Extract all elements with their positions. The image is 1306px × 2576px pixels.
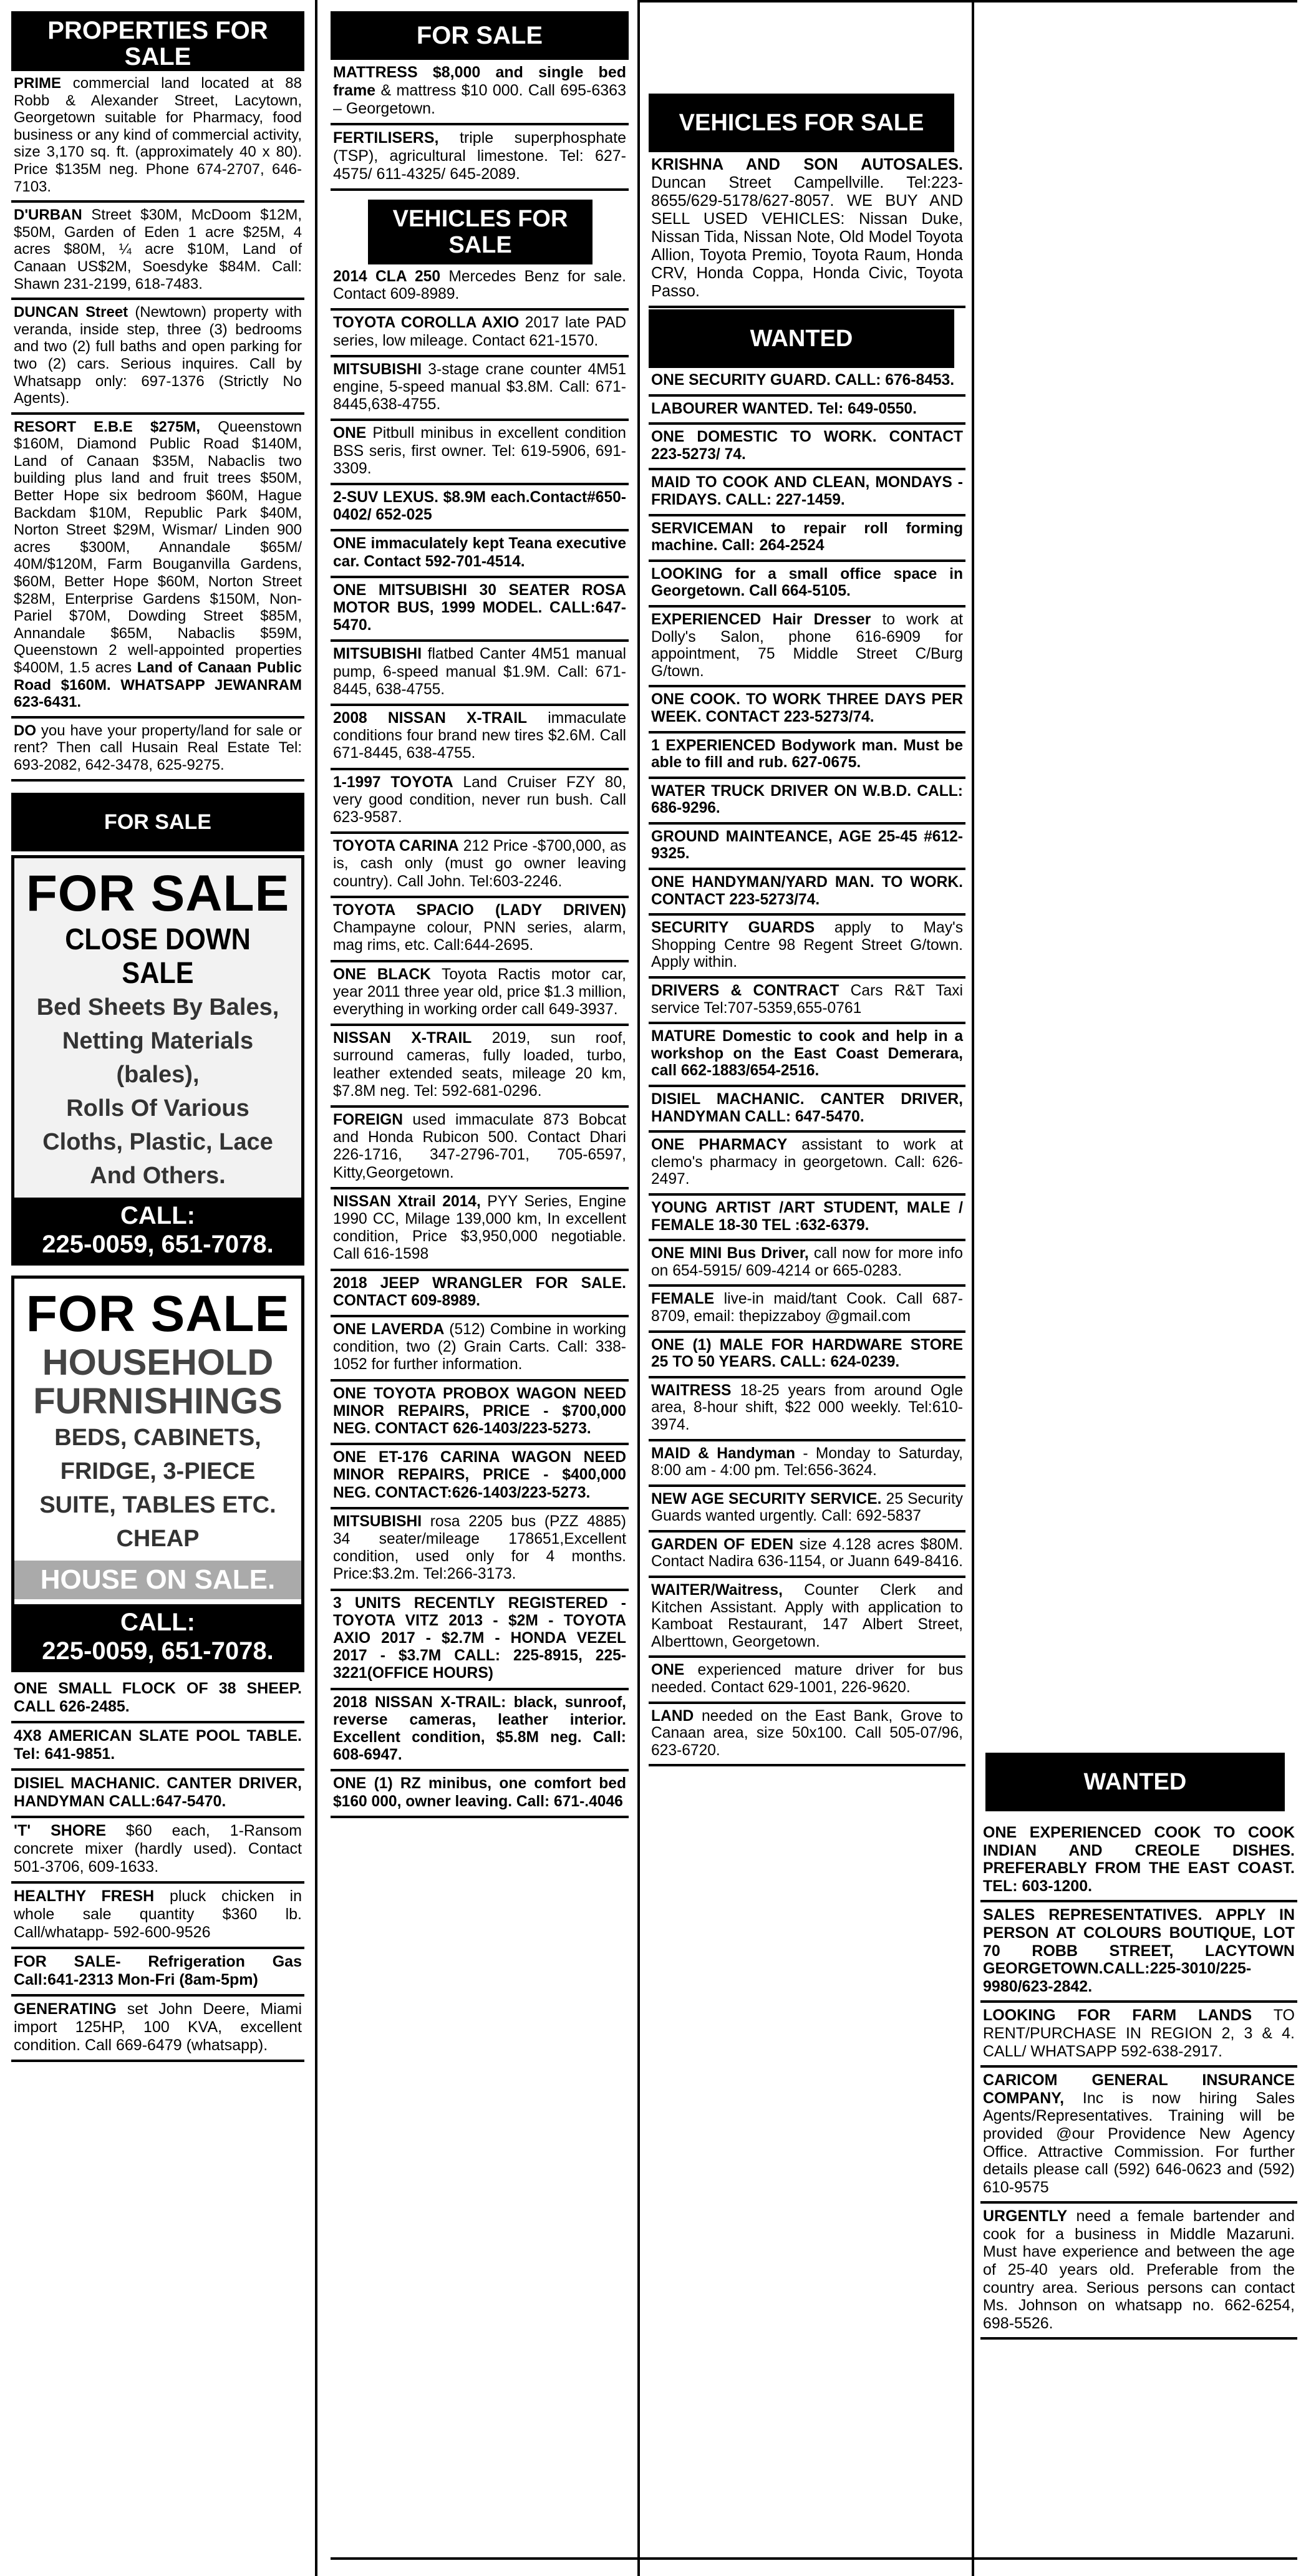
display-ad-household-furnishings: [11, 1276, 304, 1672]
classified-ad: [980, 2003, 1297, 2068]
display-ad-banner: HOUSE ON SALE.: [14, 1561, 301, 1599]
classified-ad: [331, 264, 629, 311]
display-ad-line: (bales),: [116, 1061, 200, 1088]
classified-ad: [980, 2204, 1297, 2340]
ad-lead: ONE HANDYMAN/YARD MAN. TO WORK. CONTACT 223-5273/74.: [651, 874, 963, 908]
section-header-properties: PROPERTIES FOR SALE: [11, 11, 304, 71]
ad-lead: GENERATING: [14, 2000, 117, 2018]
ad-text: you have your property/land for sale or rent? Then call Husain Real Estate Tel: 693-2082, 642-3478, 625-9275.: [14, 722, 302, 773]
ad-lead: 2018 JEEP WRANGLER FOR SALE. CONTACT 609-8989.: [333, 1274, 626, 1309]
classified-ad: [649, 1133, 965, 1196]
classified-ad: [331, 834, 629, 898]
section-header-for-sale: FOR SALE: [11, 793, 304, 851]
classified-ad: [11, 71, 304, 203]
ad-text: Inc is now hiring Sales Agents/Representatives. Training will be provided @our Providence New Agency Office. Attractive Commission. For further details please call (592) 646-0623 and (592) 610-9575: [983, 2089, 1295, 2196]
ad-lead: 4X8 AMERICAN SLATE POOL TABLE. Tel: 641-9851.: [14, 1726, 302, 1763]
classified-ad: [331, 1771, 629, 1818]
classified-ad: [11, 1884, 304, 1949]
ad-lead: SALES REPRESENTATIVES. APPLY IN PERSON AT COLOURS BOUTIQUE, LOT 70 ROBB STREET, LACYTOWN GEORGETOWN.CALL:225-3010/225-9980/623-2842.: [983, 1906, 1295, 1995]
column-4: [980, 1753, 1297, 2340]
classified-ad: [331, 898, 629, 962]
ad-lead: MATTRESS $8,000 and single bed frame: [333, 64, 626, 99]
ad-text: 3-stage crane counter 4M51 engine, 5-speed manual $3.8M. Call: 671-8445,638-4755.: [333, 361, 626, 414]
ad-lead: WATER TRUCK DRIVER ON W.B.D. CALL: 686-9296.: [651, 782, 963, 817]
classified-ad: [11, 1949, 304, 1997]
display-ad-line: Netting Materials: [62, 1027, 254, 1054]
section-header-wanted: WANTED: [649, 309, 954, 368]
ad-lead: 1 EXPERIENCED Bodywork man. Must be able to fill and rub. 627-0675.: [651, 737, 963, 772]
section-header-for-sale: FOR SALE: [331, 11, 629, 60]
classified-ad: [649, 516, 965, 562]
classified-ad: [331, 1445, 629, 1509]
classified-ad: [649, 368, 965, 397]
classified-ad: [331, 485, 629, 531]
column-3: [649, 94, 965, 1766]
ad-text: $60 each, 1-Ransom concrete mixer (hardly used). Contact 501-3706, 609-1633.: [14, 1821, 302, 1876]
classified-ad: [980, 1902, 1297, 2003]
ad-lead: FOR SALE- Refrigeration Gas Call:641-2313 Mon-Fri (8am-5pm): [14, 1952, 302, 1988]
page-top-rule: [640, 0, 1297, 2]
ad-lead: DO: [14, 722, 36, 739]
ad-lead: 'T' SHORE: [14, 1821, 106, 1839]
ad-lead: WAITRESS: [651, 1382, 732, 1399]
classified-ad: [649, 734, 965, 779]
classified-ad: [331, 125, 629, 191]
ad-lead: NISSAN X-TRAIL: [333, 1030, 472, 1047]
classified-ad: [649, 1441, 965, 1487]
column-2: [331, 11, 629, 1818]
classified-ad: [649, 979, 965, 1024]
classified-ad: [649, 470, 965, 516]
ad-lead: ONE: [651, 1662, 685, 1679]
ad-text: apply to May's Shopping Centre 98 Regent Street G/town. Apply within.: [651, 919, 963, 971]
ad-text: rosa 2205 bus (PZZ 4885) 34 seater/mileage 178651,Excellent condition, used only for 4 months. Price:$3.2m. Tel:266-3173.: [333, 1513, 626, 1583]
ad-lead: LOOKING for a small office space in Georgetown. Call 664-5105.: [651, 565, 963, 600]
ad-lead: FOREIGN: [333, 1111, 404, 1128]
classified-ad: [649, 425, 965, 470]
display-ad-title: FOR SALE: [26, 1285, 290, 1342]
display-ad-line: Cloths, Plastic, Lace: [42, 1128, 273, 1155]
ad-text: 212 Price -$700,000, as is, cash only (must go owner leaving country). Call John. Tel:603-2246.: [333, 838, 626, 890]
classified-ad: [649, 1658, 965, 1703]
classified-ad: [331, 421, 629, 485]
classified-ad: [331, 60, 629, 125]
display-ad-line: CHEAP: [116, 1525, 200, 1552]
classified-ad: [649, 1196, 965, 1241]
ad-lead: TOYOTA SPACIO (LADY DRIVEN): [333, 901, 626, 919]
ad-lead: DUNCAN Street: [14, 304, 128, 321]
ad-lead: ONE EXPERIENCED COOK TO COOK INDIAN AND CREOLE DISHES. PREFERABLY FROM THE EAST COAST. TEL: 603-1200.: [983, 1824, 1295, 1895]
ad-text: set John Deere, Miami import 125HP, 100 KVA, excellent condition. Call 669-6479 (whatsapp).: [14, 2000, 302, 2054]
ad-lead: ONE immaculately kept Teana executive car. Contact 592-701-4514.: [333, 535, 626, 570]
classified-ad: [331, 578, 629, 642]
classified-ad: [331, 1189, 629, 1271]
ad-text: Counter Clerk and Kitchen Assistant. Apply with application to Kamboat Restaurant, 147 Albert Street, Alberttown, Georgetown.: [651, 1582, 963, 1650]
display-ad-close-down-sale: [11, 855, 304, 1266]
ad-lead: TOYOTA CARINA: [333, 838, 459, 855]
display-ad-subtitle: HOUSEHOLD FURNISHINGS: [33, 1342, 283, 1421]
ad-lead: ONE COOK. TO WORK THREE DAYS PER WEEK. CONTACT 223-5273/74.: [651, 691, 963, 725]
ad-lead: 2014 CLA 250: [333, 268, 441, 285]
ad-text: 25 Security Guards wanted urgently. Call: 692-5837: [651, 1490, 963, 1525]
ad-lead: GROUND MAINTEANCE, AGE 25-45 #612-9325.: [651, 828, 963, 863]
ad-lead: 3 UNITS RECENTLY REGISTERED - TOYOTA VITZ 2013 - $2M - TOYOTA AXIO 2017 - $2.7M - HONDA VEZEL 2017 - $3.7M CALL: 225-8915, 225-3221(OFFICE HOURS): [333, 1594, 626, 1682]
ad-lead: DRIVERS & CONTRACT: [651, 982, 839, 1000]
classified-ad: [649, 1024, 965, 1087]
page-bottom-rule: [331, 2557, 1297, 2560]
ad-text: 18-25 years from around Ogle area, 8-hour shift, $22 000 weekly. Tel:610-3974.: [651, 1382, 963, 1433]
ad-text: needed on the East Bank, Grove to Canaan area, size 50x100. Call 505-07/96, 623-6720.: [651, 1707, 963, 1759]
ad-lead: MAID TO COOK AND CLEAN, MONDAYS - FRIDAYS. CALL: 227-1459.: [651, 474, 963, 508]
column-rule: [972, 0, 974, 2576]
classified-ad: [331, 311, 629, 357]
ad-lead: FERTILISERS,: [333, 129, 439, 147]
call-numbers: 225-0059, 651-7078.: [42, 1637, 274, 1665]
ad-lead: ONE MINI Bus Driver,: [651, 1245, 809, 1262]
classified-ad: [649, 870, 965, 916]
ad-lead: SECURITY GUARDS: [651, 919, 815, 937]
ad-lead: URGENTLY: [983, 2207, 1068, 2225]
ad-lead: 2008 NISSAN X-TRAIL: [333, 710, 528, 727]
call-label: CALL:: [120, 1201, 195, 1229]
ad-lead: ONE SECURITY GUARD. CALL: 676-8453.: [651, 372, 955, 389]
ad-text: call now for more info on 654-5915/ 609-4214 or 665-0283.: [651, 1245, 963, 1279]
classified-ad: [11, 1771, 304, 1818]
classified-ad: [11, 415, 304, 719]
ad-lead: ONE (1) RZ minibus, one comfort bed $160 000, owner leaving. Call: 671-.4046: [333, 1775, 626, 1810]
ad-lead: RESORT E.B.E $275M,: [14, 418, 201, 435]
ad-lead: YOUNG ARTIST /ART STUDENT, MALE / FEMALE 18-30 TEL :632-6379.: [651, 1199, 963, 1234]
classified-ad: [649, 1241, 965, 1287]
properties-ads-list: [11, 71, 304, 782]
classified-ad: [11, 1997, 304, 2062]
classified-ad: [331, 1317, 629, 1382]
classified-ad: [649, 916, 965, 979]
display-ad-lines: [19, 990, 296, 1193]
column-rule: [315, 0, 317, 2576]
ad-lead: KRISHNA AND SON AUTOSALES.: [651, 156, 963, 173]
display-ad-line: SUITE, TABLES ETC.: [39, 1491, 276, 1518]
classified-ad: [11, 300, 304, 415]
ad-lead: 2-SUV LEXUS. $8.9M each.Contact#650-0402/ 652-025: [333, 489, 626, 524]
classified-ad: [649, 1578, 965, 1658]
classified-ad: [649, 562, 965, 608]
section-header-vehicles: VEHICLES FOR SALE: [649, 94, 954, 152]
ad-lead: CARICOM GENERAL INSURANCE COMPANY,: [983, 2071, 1295, 2107]
ad-lead: FEMALE: [651, 1290, 715, 1308]
ad-lead: ONE LAVERDA: [333, 1320, 445, 1338]
column-1: [11, 11, 304, 2062]
classified-ad: [649, 1087, 965, 1133]
ad-text: to work at Dolly's Salon, phone 616-6909 for appointment, 75 Middle Street C/Burg G/town.: [651, 611, 964, 680]
classified-ad: [331, 642, 629, 706]
ad-lead: MITSUBISHI: [333, 1513, 422, 1530]
classified-ad: [11, 1676, 304, 1723]
wanted-ads-list: [980, 1820, 1297, 2340]
ad-lead: TOYOTA COROLLA AXIO: [333, 314, 520, 332]
classified-ad: [649, 779, 965, 825]
classified-ad: [11, 1723, 304, 1771]
wanted-ads-list: [649, 368, 965, 1766]
ad-lead: MITSUBISHI: [333, 361, 422, 378]
classified-ad: [649, 1378, 965, 1441]
display-ad-call: [14, 1604, 301, 1669]
ad-text: (512) Combine in working condition, two (2) Grain Carts. Call: 338-1052 for further information.: [333, 1320, 626, 1373]
ad-text: immaculate conditions four brand new tires $2.6M. Call 671-8445, 638-4755.: [333, 710, 626, 762]
classified-ad: [331, 1591, 629, 1690]
ad-text: Champayne colour, PNN series, alarm, mag rims, etc. Call:644-2695.: [333, 919, 626, 954]
ad-lead: ONE DOMESTIC TO WORK. CONTACT 223-5273/ 74.: [651, 429, 963, 463]
ad-lead: EXPERIENCED Hair Dresser: [651, 611, 871, 628]
classified-ad: [649, 1533, 965, 1578]
ad-text: Pitbull minibus in excellent condition BSS seris, first owner. Tel: 619-5906, 691-3309.: [333, 425, 626, 477]
display-ad-line: BEDS, CABINETS,: [54, 1424, 261, 1451]
ad-lead: HEALTHY FRESH: [14, 1887, 155, 1905]
ad-text: flatbed Canter 4M51 manual pump, 6-speed manual $1.9M. Call: 671-8445, 638-4755.: [333, 646, 626, 698]
ad-lead: ONE (1) MALE FOR HARDWARE STORE 25 TO 50 YEARS. CALL: 624-0239.: [651, 1336, 963, 1371]
section-header-wanted: WANTED: [985, 1753, 1285, 1811]
classified-ad: [649, 397, 965, 425]
ad-text: PYY Series, Engine 1990 CC, Milage 139,000 km, In excellent condition, Price $3,950,000 negotiable. Call 616-1598: [333, 1193, 626, 1263]
ad-lead: ONE: [333, 425, 367, 442]
ad-lead: PRIME: [14, 75, 62, 92]
vehicles-ads-list: [331, 264, 629, 1818]
ad-lead: ONE TOYOTA PROBOX WAGON NEED MINOR REPAIRS, PRICE - $700,000 NEG. CONTACT 626-1403/223-5273.: [333, 1385, 626, 1437]
ad-text: & mattress $10 000. Call 695-6363 – Georgetown.: [333, 82, 626, 117]
ad-lead: NEW AGE SECURITY SERVICE.: [651, 1490, 882, 1508]
ad-lead: MAID & Handyman: [651, 1445, 796, 1462]
classified-ad: [649, 1487, 965, 1533]
ad-lead: 1-1997 TOYOTA: [333, 773, 453, 791]
classified-ad: [331, 1108, 629, 1189]
for-sale-ads-list: [331, 60, 629, 191]
display-ad-subtitle: CLOSE DOWN SALE: [65, 922, 251, 990]
ad-text: (Newtown) property with veranda, inside step, three (3) bedrooms and two (2) full baths and open parking for two (2) cars. Serious inquires. Call by Whatsapp only: 697-1376 (Strictly No Agents).: [14, 304, 302, 407]
ad-text: size 4.128 acres $80M. Contact Nadira 636-1154, or Juann 649-8416.: [651, 1536, 964, 1571]
ad-lead: ONE PHARMACY: [651, 1136, 788, 1154]
ad-text: need a female bartender and cook for a business in Middle Mazaruni. Must have experience and between the age of 25-40 years old. Preferable from the country area. Serious persons can contact Ms. Johnson on whatsapp no. 662-6254, 698-5526.: [983, 2207, 1295, 2332]
classified-ad: [649, 608, 965, 687]
ad-lead: LOOKING FOR FARM LANDS: [983, 2007, 1252, 2025]
ad-lead: MITSUBISHI: [333, 646, 422, 663]
ad-lead: DISIEL MACHANIC. CANTER DRIVER, HANDYMAN CALL:647-5470.: [14, 1774, 302, 1810]
call-label: CALL:: [120, 1608, 195, 1636]
ad-lead: NISSAN Xtrail 2014,: [333, 1193, 481, 1210]
ad-tail: Land of Canaan Public Road $160M. WHATSAPP JEWANRAM 623-6431.: [14, 659, 302, 711]
classified-ad: [331, 770, 629, 835]
ad-lead: ONE BLACK: [333, 966, 431, 983]
ad-lead: DISIEL MACHANIC. CANTER DRIVER, HANDYMAN CALL: 647-5470.: [651, 1091, 963, 1125]
classified-ad: [11, 719, 304, 782]
ad-text: Land Cruiser FZY 80, very good condition, never run bush. Call 623-9587.: [333, 773, 626, 826]
ad-lead: WAITER/Waitress,: [651, 1582, 783, 1599]
ad-text: triple superphosphate (TSP), agricultural limestone. Tel: 627-4575/ 611-4325/ 645-2089.: [333, 129, 626, 183]
classified-ad: [649, 687, 965, 733]
display-ad-title: FOR SALE: [26, 864, 290, 922]
vehicles-ads-list: [649, 152, 965, 308]
classified-ad: [331, 1509, 629, 1591]
classified-ad: [331, 1382, 629, 1446]
classified-ad: [331, 531, 629, 578]
classified-ad: [11, 203, 304, 300]
ad-text: 2017 late PAD series, low mileage. Contact 621-1570.: [333, 314, 626, 349]
classified-ad: [331, 706, 629, 770]
display-ad-lines: [19, 1421, 296, 1556]
display-ad-line: Bed Sheets By Bales,: [36, 994, 279, 1020]
ad-text: live-in maid/tant Cook. Call 687-8709, email: thepizzaboy @gmail.com: [651, 1290, 963, 1325]
ad-text: used immaculate 873 Bobcat and Honda Rubicon 500. Contact Dhari 226-1716, 347-2796-701, 705-6597, Kitty,Georgetown.: [333, 1111, 626, 1181]
ad-lead: ONE MITSUBISHI 30 SEATER ROSA MOTOR BUS, 1999 MODEL. CALL:647-5470.: [333, 581, 626, 634]
display-ad-call: [14, 1198, 301, 1262]
ad-text: Mercedes Benz for sale. Contact 609-8989.: [333, 268, 626, 303]
ad-lead: GARDEN OF EDEN: [651, 1536, 794, 1553]
ad-lead: D'URBAN: [14, 206, 82, 224]
classified-ad: [649, 1704, 965, 1767]
ad-text: Duncan Street Campellville. Tel:223-8655/629-5178/627-8057. WE BUY AND SELL USED VEHICLES: Nissan Duke, Nissan Tida, Nissan Note, Old Model Toyota Allion, Toyota Premio, Toyota Raum, Honda CRV, Honda Coppa, Honda Civic, Toyota Passo.: [651, 174, 963, 300]
classified-ad: [11, 1818, 304, 1884]
classified-ad: [331, 962, 629, 1027]
classified-ad: [331, 1690, 629, 1772]
classified-ad: [649, 152, 965, 308]
classified-ad: [331, 357, 629, 422]
column-rule: [637, 0, 640, 2576]
ad-text: experienced mature driver for bus needed. Contact 629-1001, 226-9620.: [651, 1662, 963, 1697]
classified-ad: [649, 1287, 965, 1332]
section-header-vehicles: VEHICLES FOR SALE: [368, 200, 593, 264]
ad-text: TO RENT/PURCHASE IN REGION 2, 3 & 4. CALL/ WHATSAPP 592-638-2917.: [983, 2007, 1295, 2060]
ad-lead: MATURE Domestic to cook and help in a workshop on the East Coast Demerara, call 662-1883/654-2516.: [651, 1028, 963, 1080]
classified-ad: [980, 1820, 1297, 1902]
ad-text: Toyota Ractis motor car, year 2011 three year old, price $1.3 million, everything in working order call 649-3937.: [333, 966, 626, 1018]
ad-text: pluck chicken in whole sale quantity $360 lb. Call/whatapp- 592-600-9526: [14, 1887, 302, 1941]
classified-ad: [331, 1026, 629, 1108]
ad-text: assistant to work at clemo's pharmacy in georgetown. Call: 626-2497.: [651, 1136, 963, 1188]
ad-lead: ONE SMALL FLOCK OF 38 SHEEP. CALL 626-2485.: [14, 1679, 302, 1715]
classified-ad: [331, 1271, 629, 1317]
display-ad-line: Rolls Of Various: [66, 1095, 249, 1121]
for-sale-ads-list: [11, 1676, 304, 2062]
ad-text: commercial land located at 88 Robb & Alexander Street, Lacytown, Georgetown suitable for Pharmacy, food business or any kind of commercial activity, size 3,170 sq. ft. (approximately 40 x 80). Price $135M neg. Phone 674-2707, 646-7103.: [14, 75, 302, 195]
ad-text: Cars R&T Taxi service Tel:707-5359,655-0761: [651, 982, 963, 1017]
ad-lead: LABOURER WANTED. Tel: 649-0550.: [651, 400, 917, 417]
ad-lead: ONE ET-176 CARINA WAGON NEED MINOR REPAIRS, PRICE - $400,000 NEG. CONTACT:626-1403/223-5273.: [333, 1449, 626, 1501]
ad-lead: 2018 NISSAN X-TRAIL: black, sunroof, reverse cameras, leather interior. Excellent condition, $5.8M neg. Call: 608-6947.: [333, 1693, 626, 1764]
display-ad-line: And Others.: [90, 1162, 226, 1189]
classified-ad: [649, 825, 965, 870]
classified-ad: [980, 2068, 1297, 2204]
ad-text: 2019, sun roof, surround cameras, fully loaded, turbo, leather extended seats, mileage 20 km, $7.8M neg. Tel: 592-681-0296.: [333, 1030, 626, 1100]
ad-text: - Monday to Saturday, 8:00 am - 4:00 pm. Tel:656-3624.: [651, 1445, 963, 1479]
call-numbers: 225-0059, 651-7078.: [42, 1230, 274, 1258]
ad-lead: LAND: [651, 1707, 694, 1725]
display-ad-line: FRIDGE, 3-PIECE: [60, 1458, 256, 1484]
ad-lead: SERVICEMAN to repair roll forming machine. Call: 264-2524: [651, 520, 963, 554]
ad-text: Street $30M, McDoom $12M, $50M, Garden of Eden 1 acre $25M, 4 acres $80M, ¼ acre $10M, Land of Canaan US$2M, Soesdyke $84M. Call: Shawn 231-2199, 618-7483.: [14, 206, 302, 293]
classified-ad: [649, 1333, 965, 1378]
ad-text: Queenstown $160M, Diamond Public Road $140M, Land of Canaan $35M, Nabaclis two building plus land and fruit trees $50M, Better Hope six bedroom $60M, Hague Backdam $10M, Republic Park $40M, Norton Street $29M, Wismar/ Linden 900 acres $300M, Annandale $65M/ 40M/$120M, Farm Bouganvilla Gardens, $60M, Better Hope $60M, Norton Street $28M, Enterprise Gardens $150M, Non-Pariel $70M, Dowding Street $85M, Annandale $65M, Nabaclis $59M, Queenstown 2 well-appointed properties $400M, 1.5 acres: [14, 418, 302, 676]
